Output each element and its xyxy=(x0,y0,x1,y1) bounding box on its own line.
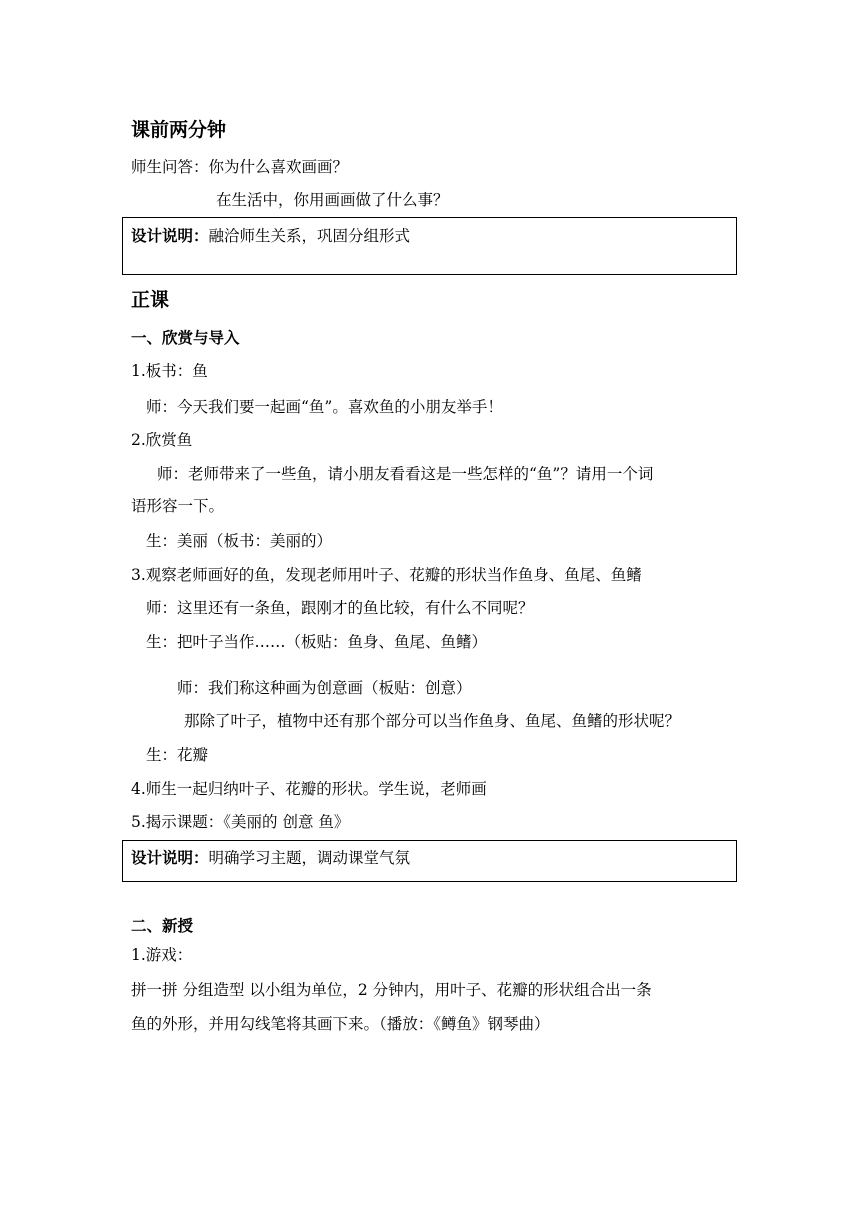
s1-line-13: 5.揭示课题：《美丽的 创意 鱼》 xyxy=(131,813,350,831)
s1-line-3: 师：老师带来了一些鱼，请小朋友看看这是一些怎样的“鱼”？请用一个词 xyxy=(157,465,654,483)
s2-line-1: 拼一拼 分组造型 以小组为单位，2 分钟内，用叶子、花瓣的形状组合出一条 xyxy=(131,981,652,999)
qa-question-2: 在生活中，你用画画做了什么事？ xyxy=(216,191,449,209)
qa-label: 师生问答： xyxy=(131,158,209,176)
pre-class-heading: 课前两分钟 xyxy=(131,119,227,141)
s2-line-0: 1.游戏： xyxy=(131,946,193,964)
s2-line-2: 鱼的外形，并用勾线笔将其画下来。（播放：《鳟鱼》钢琴曲） xyxy=(131,1015,550,1033)
design-note-label: 设计说明： xyxy=(131,227,209,245)
s1-line-10: 那除了叶子，植物中还有那个部分可以当作鱼身、鱼尾、鱼鳍的形状呢？ xyxy=(184,712,681,730)
section-2-heading: 二、新授 xyxy=(131,917,194,935)
qa-line-1 xyxy=(131,157,348,177)
s1-line-4: 语形容一下。 xyxy=(131,497,225,515)
s1-line-5: 生：美丽（板书：美丽的） xyxy=(146,532,333,550)
design-note-text: 明确学习主题，调动课堂气氛 xyxy=(208,849,411,867)
s1-line-11: 生：花瓣 xyxy=(146,746,209,764)
s1-line-12: 4.师生一起归纳叶子、花瓣的形状。学生说，老师画 xyxy=(131,780,487,798)
s1-line-8: 生：把叶子当作……（板贴：鱼身、鱼尾、鱼鳍） xyxy=(146,633,488,651)
s1-line-9: 师：我们称这种画为创意画（板贴：创意） xyxy=(177,679,472,697)
design-note-text: 融洽师生关系，巩固分组形式 xyxy=(208,227,411,245)
design-note-1 xyxy=(131,226,410,246)
design-note-box-2 xyxy=(122,840,737,882)
s1-line-2: 2.欣赏鱼 xyxy=(131,431,193,449)
s1-line-6: 3.观察老师画好的鱼，发现老师用叶子、花瓣的形状当作鱼身、鱼尾、鱼鳍 xyxy=(131,566,642,584)
design-note-2 xyxy=(131,848,410,868)
s1-line-0: 1.板书：鱼 xyxy=(131,362,208,380)
design-note-box-1 xyxy=(122,217,737,275)
main-class-heading: 正课 xyxy=(131,289,170,311)
qa-question-1: 你为什么喜欢画画？ xyxy=(208,158,349,176)
design-note-label: 设计说明： xyxy=(131,849,209,867)
section-1-heading: 一、欣赏与导入 xyxy=(131,329,240,347)
s1-line-7: 师：这里还有一条鱼，跟刚才的鱼比较，有什么不同呢？ xyxy=(146,599,534,617)
s1-line-1: 师：今天我们要一起画“鱼”。喜欢鱼的小朋友举手！ xyxy=(146,398,503,416)
